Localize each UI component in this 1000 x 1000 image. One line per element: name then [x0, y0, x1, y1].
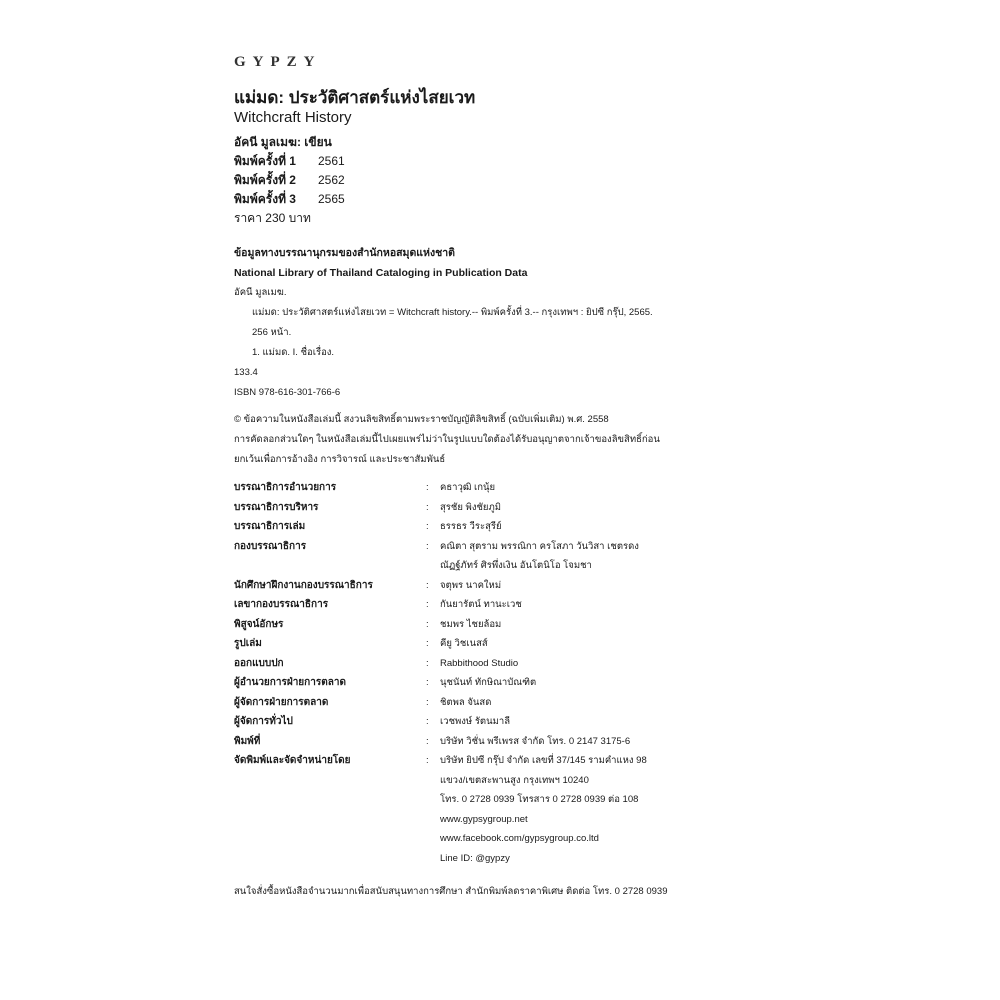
- colon-separator: :: [426, 599, 429, 610]
- staff-values: [440, 732, 754, 752]
- staff-values: [440, 712, 754, 732]
- colon-separator: :: [426, 638, 429, 649]
- book-title-thai: แม่มด: ประวัติศาสตร์แห่งไสยเวท: [234, 88, 476, 107]
- staff-value: กันยารัตน์ ทานะเวช: [440, 599, 522, 610]
- staff-values: [440, 576, 754, 596]
- staff-row: [234, 673, 754, 693]
- copyright-line: ยกเว้นเพื่อการอ้างอิง การวิจารณ์ และประชาสัมพันธ์: [234, 454, 446, 465]
- printing-year: 2562: [318, 173, 345, 187]
- staff-value: โทร. 0 2728 0939 โทรสาร 0 2728 0939 ต่อ 108: [440, 794, 639, 805]
- staff-values: [440, 517, 754, 537]
- author-line: อัคนี มูลเมฆ: เขียน: [234, 135, 332, 149]
- staff-value: ธรรธร วีระสุรีย์: [440, 521, 502, 532]
- cip-subjects: 1. แม่มด. I. ชื่อเรื่อง.: [252, 347, 335, 358]
- copyright-line: การคัดลอกส่วนใดๆ ในหนังสือเล่มนี้ไปเผยแพร่ไม่ว่าในรูปแบบใดต้องได้รับอนุญาตจากเจ้าของลิขสิทธิ์ก่อน: [234, 434, 660, 445]
- cip-heading-english: National Library of Thailand Cataloging in Publication Data: [234, 267, 528, 279]
- printing-row: [234, 171, 345, 190]
- staff-role: เลขากองบรรณาธิการ: [234, 599, 329, 610]
- staff-role: พิสูจน์อักษร: [234, 618, 284, 630]
- staff-row: [234, 751, 754, 868]
- printing-year: 2565: [318, 192, 345, 206]
- staff-value: คณิตา สุตราม พรรณิกา ครโสภา วันวิสา เชตรดง: [440, 540, 639, 552]
- colon-separator: :: [426, 540, 429, 552]
- colon-separator: :: [426, 501, 429, 513]
- staff-value: นุชนันท์ ทักษิณาบัณฑิต: [440, 677, 537, 688]
- staff-value: Line ID: @gypzy: [440, 852, 510, 864]
- staff-role: ออกแบบปก: [234, 657, 284, 669]
- staff-values: [440, 634, 754, 654]
- staff-credits: [234, 478, 754, 868]
- staff-role: ผู้จัดการฝ่ายการตลาด: [234, 696, 329, 708]
- staff-value: บริษัท วิชั่น พรีเพรส จำกัด โทร. 0 2147 3175-6: [440, 735, 631, 747]
- staff-value: www.gypsygroup.net: [440, 813, 528, 825]
- staff-role: บรรณาธิการบริหาร: [234, 501, 319, 513]
- staff-value: แขวง/เขตสะพานสูง กรุงเทพฯ 10240: [440, 774, 589, 786]
- printing-label: พิมพ์ครั้งที่ 3: [234, 192, 296, 206]
- colon-separator: :: [426, 696, 429, 708]
- staff-value: ชิตพล จันสด: [440, 696, 492, 708]
- staff-value: ชมพร ไชยล้อม: [440, 618, 502, 630]
- staff-row: [234, 732, 754, 752]
- staff-value: สุรชัย พิงชัยภูมิ: [440, 501, 501, 513]
- staff-row: [234, 712, 754, 732]
- staff-value: คธาวุฒิ เกนุ้ย: [440, 482, 496, 493]
- staff-values: [440, 478, 754, 498]
- cip-author: อัคนี มูลเมฆ.: [234, 287, 287, 298]
- staff-value: เวชพงษ์ รัตนมาลี: [440, 716, 511, 727]
- staff-row: [234, 576, 754, 596]
- staff-values: [440, 693, 754, 713]
- staff-values: [440, 654, 754, 674]
- printing-year: 2561: [318, 154, 345, 168]
- staff-role: กองบรรณาธิการ: [234, 540, 307, 552]
- staff-values: [440, 615, 754, 635]
- colon-separator: :: [426, 482, 429, 493]
- staff-row: [234, 693, 754, 713]
- staff-row: [234, 634, 754, 654]
- staff-row: [234, 478, 754, 498]
- cip-block: [234, 243, 653, 403]
- staff-values: [440, 498, 754, 518]
- staff-row: [234, 517, 754, 537]
- cip-isbn: ISBN 978-616-301-766-6: [234, 387, 341, 398]
- cip-classification: 133.4: [234, 367, 258, 378]
- staff-value: จตุพร นาคใหม่: [440, 579, 502, 591]
- edition-info: [234, 133, 345, 228]
- staff-value: บริษัท ยิปซี กรุ๊ป จำกัด เลขที่ 37/145 รามคำแหง 98: [440, 755, 647, 766]
- staff-value: คียู วิชเนสส์: [440, 638, 488, 649]
- staff-values: [440, 537, 754, 576]
- staff-values: [440, 673, 754, 693]
- staff-values: [440, 751, 754, 868]
- staff-role: บรรณาธิการเล่ม: [234, 521, 306, 532]
- staff-role: พิมพ์ที่: [234, 735, 261, 747]
- colon-separator: :: [426, 579, 429, 591]
- printing-label: พิมพ์ครั้งที่ 1: [234, 154, 296, 168]
- staff-role: นักศึกษาฝึกงานกองบรรณาธิการ: [234, 579, 373, 591]
- staff-values: [440, 595, 754, 615]
- colon-separator: :: [426, 755, 429, 766]
- staff-row: [234, 537, 754, 576]
- publisher-logo: GYPZY: [234, 54, 322, 70]
- colon-separator: :: [426, 521, 429, 532]
- colon-separator: :: [426, 716, 429, 727]
- copyright-line: © ข้อความในหนังสือเล่มนี้ สงวนลิขสิทธิ์ตามพระราชบัญญัติลิขสิทธิ์ (ฉบับเพิ่มเติม) พ.ศ. 2558: [234, 414, 609, 425]
- colon-separator: :: [426, 735, 429, 747]
- colon-separator: :: [426, 618, 429, 630]
- staff-row: [234, 615, 754, 635]
- printing-row: [234, 190, 345, 209]
- staff-row: [234, 654, 754, 674]
- price: ราคา 230 บาท: [234, 211, 311, 225]
- staff-role: จัดพิมพ์และจัดจำหน่ายโดย: [234, 755, 351, 766]
- staff-value: Rabbithood Studio: [440, 657, 519, 669]
- colon-separator: :: [426, 657, 429, 669]
- cip-heading-thai: ข้อมูลทางบรรณานุกรมของสำนักหอสมุดแห่งชาติ: [234, 247, 455, 259]
- printing-label: พิมพ์ครั้งที่ 2: [234, 173, 296, 187]
- staff-row: [234, 498, 754, 518]
- copyright-notice: [234, 410, 660, 470]
- staff-role: บรรณาธิการอำนวยการ: [234, 482, 337, 493]
- staff-row: [234, 595, 754, 615]
- staff-role: ผู้จัดการทั่วไป: [234, 716, 293, 727]
- colon-separator: :: [426, 677, 429, 688]
- printing-row: [234, 152, 345, 171]
- staff-value: ณัฏฐ์ภัทร์ ศิรพึ่งเงิน อันโตนิโอ โจมชา: [440, 560, 592, 571]
- book-title-english: Witchcraft History: [234, 109, 352, 126]
- bulk-order-note: สนใจสั่งซื้อหนังสือจำนวนมากเพื่อสนับสนุนทางการศึกษา สำนักพิมพ์ลดราคาพิเศษ ติดต่อ โทร. 0 2728 0939: [234, 886, 668, 897]
- cip-pages: 256 หน้า.: [252, 327, 292, 338]
- cip-title: แม่มด: ประวัติศาสตร์แห่งไสยเวท = Witchcraft history.-- พิมพ์ครั้งที่ 3.-- กรุงเทพฯ : ยิปซี กรุ๊ป, 2565.: [252, 307, 653, 318]
- staff-role: รูปเล่ม: [234, 638, 262, 649]
- staff-role: ผู้อำนวยการฝ่ายการตลาด: [234, 677, 346, 688]
- staff-value: www.facebook.com/gypsygroup.co.ltd: [440, 833, 599, 844]
